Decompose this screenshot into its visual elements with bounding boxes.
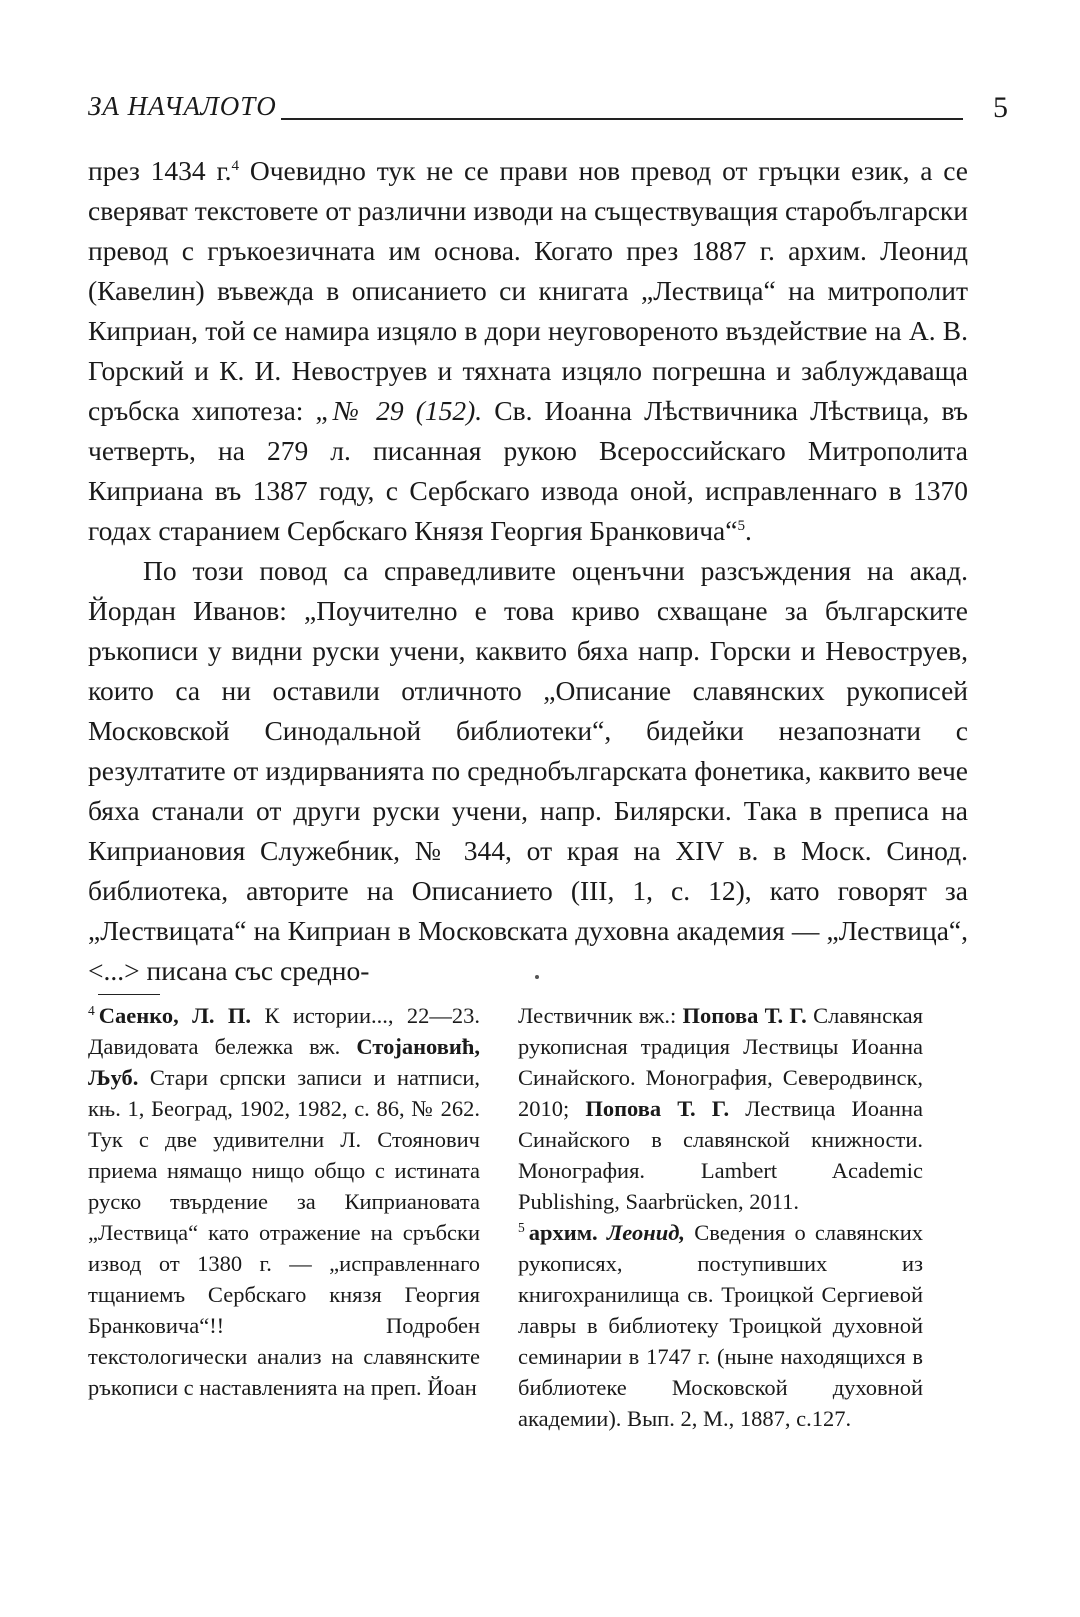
text-run: Сведения о славянских рукописях, поступивших из книгохранилища св. Троицкой Сергиевой лавры в библиотеку Троицкой духовной семинарии в 1747 г. (ныне находящихся в библиотеке Московской духовной академии). Вып. 2, М., 1887, с.127. — [518, 1220, 924, 1431]
stray-dot — [535, 975, 539, 979]
paragraph-2: По този повод са справедливите оценъчни разсъждения на акад. Йордан Иванов: „Поучително е това криво схващане за българските ръкописи у видни руски учени, каквито бяха напр. Горски и Невоструев, които са ни оставили отличното „Описание славянских рукописей Московской Синодальной библиотеки“, бидейки незапознати с резултатите от издирванията по среднобългарската фонетика, каквито вече бяха станали от други руски учени, напр. Билярски. Така в преписа на Киприановия Служебник, № 344, от края на XIV в. в Моск. Синод. библиотека, авторите на Описанието (III, 1, с. 12), като говорят за „Лествицата“ на Киприан в Московската духовна академия — „Лествица“, <...> писана със средно- — [88, 555, 968, 986]
text-run: . — [745, 515, 752, 546]
author-title: архим. — [528, 1220, 598, 1245]
footnote-4-mark: 4 — [88, 1002, 95, 1018]
footnote-5 — [518, 1217, 923, 1434]
footnote-ref-4: 4 — [231, 157, 240, 174]
text-run: Стари српски записи и натписи, књ. 1, Београд, 1902, 1982, с. 86, № 262. Тук с две удивителни Л. Стоянович приема нямащо нищо общо с истината руско твърдение за Киприановата „Лествица“ като отражение на сръбски извод от 1380 г. — „исправленнаго тщаниемъ Сербскаго князя Георгия Бранковича“!! Подробен текстологически анализ на славянските ръкописи с наставленията на преп. Йоан — [88, 1065, 480, 1400]
running-title: ЗА НАЧАЛОТО — [88, 91, 277, 121]
footnote-5-mark: 5 — [518, 1219, 525, 1235]
footnote-ref-5: 5 — [737, 517, 746, 534]
paragraph-1 — [88, 151, 968, 551]
footnotes-left-column — [88, 1000, 480, 1403]
text-run: през 1434 г. — [88, 155, 232, 186]
text-run: Лествица Иоанна Синайского в славянской книжности. Монография. Lambert Academic Publishing, Saarbrücken, 2011. — [518, 1096, 923, 1214]
footnotes-right-column — [518, 1000, 923, 1434]
footnote-rule — [98, 994, 160, 995]
italic-citation: № 29 (152). — [327, 395, 483, 426]
running-header — [88, 88, 1008, 128]
header-rule — [281, 118, 963, 120]
author-name: Саенко, Л. П. — [98, 1003, 252, 1028]
main-text — [88, 151, 968, 991]
author-name: Попова Т. Г. — [682, 1003, 807, 1028]
author-name: Попова Т. Г. — [585, 1096, 730, 1121]
footnote-4-continuation — [518, 1000, 923, 1217]
text-run: Славянская рукописная традиция Лествицы Иоанна Синайского. Монография, Северодвинск, 2010; — [518, 1003, 923, 1121]
text-run: Св. Иоанна Лѣствичника Лѣствица, въ четверть, на 279 л. писанная рукою Всероссийскаго Митрополита Киприана въ 1387 году, с Сербскаго извода оной, исправленнаго в 1370 годах старанием Сербскаго Князя Георгия Бранковича“ — [88, 395, 968, 546]
footnote-4-part-1 — [88, 1000, 480, 1403]
text-run: К истории..., 22—23. Давидовата бележка вж. — [88, 1003, 480, 1059]
text-run: Лествичник вж.: — [518, 1003, 683, 1028]
author-name: Леонид, — [606, 1220, 686, 1245]
page-number: 5 — [993, 91, 1008, 124]
author-name: Стојановић, Љуб. — [88, 1034, 480, 1090]
text-run: Очевидно тук не се прави нов превод от гръцки език, а се сверяват текстовете от различни изводи на съществуващия старобългарски превод с гръкоезичната им основа. Когато през 1887 г. архим. Леонид (Кавелин) въвежда в описанието си книгата „Лествица“ на митрополит Киприан, той се намира изцяло в дори неуговореното въздействие на А. В. Горский и К. И. Невоструев и тяхната изцяло погрешна и заблуждаваща сръбска хипотеза: „ — [88, 155, 968, 426]
